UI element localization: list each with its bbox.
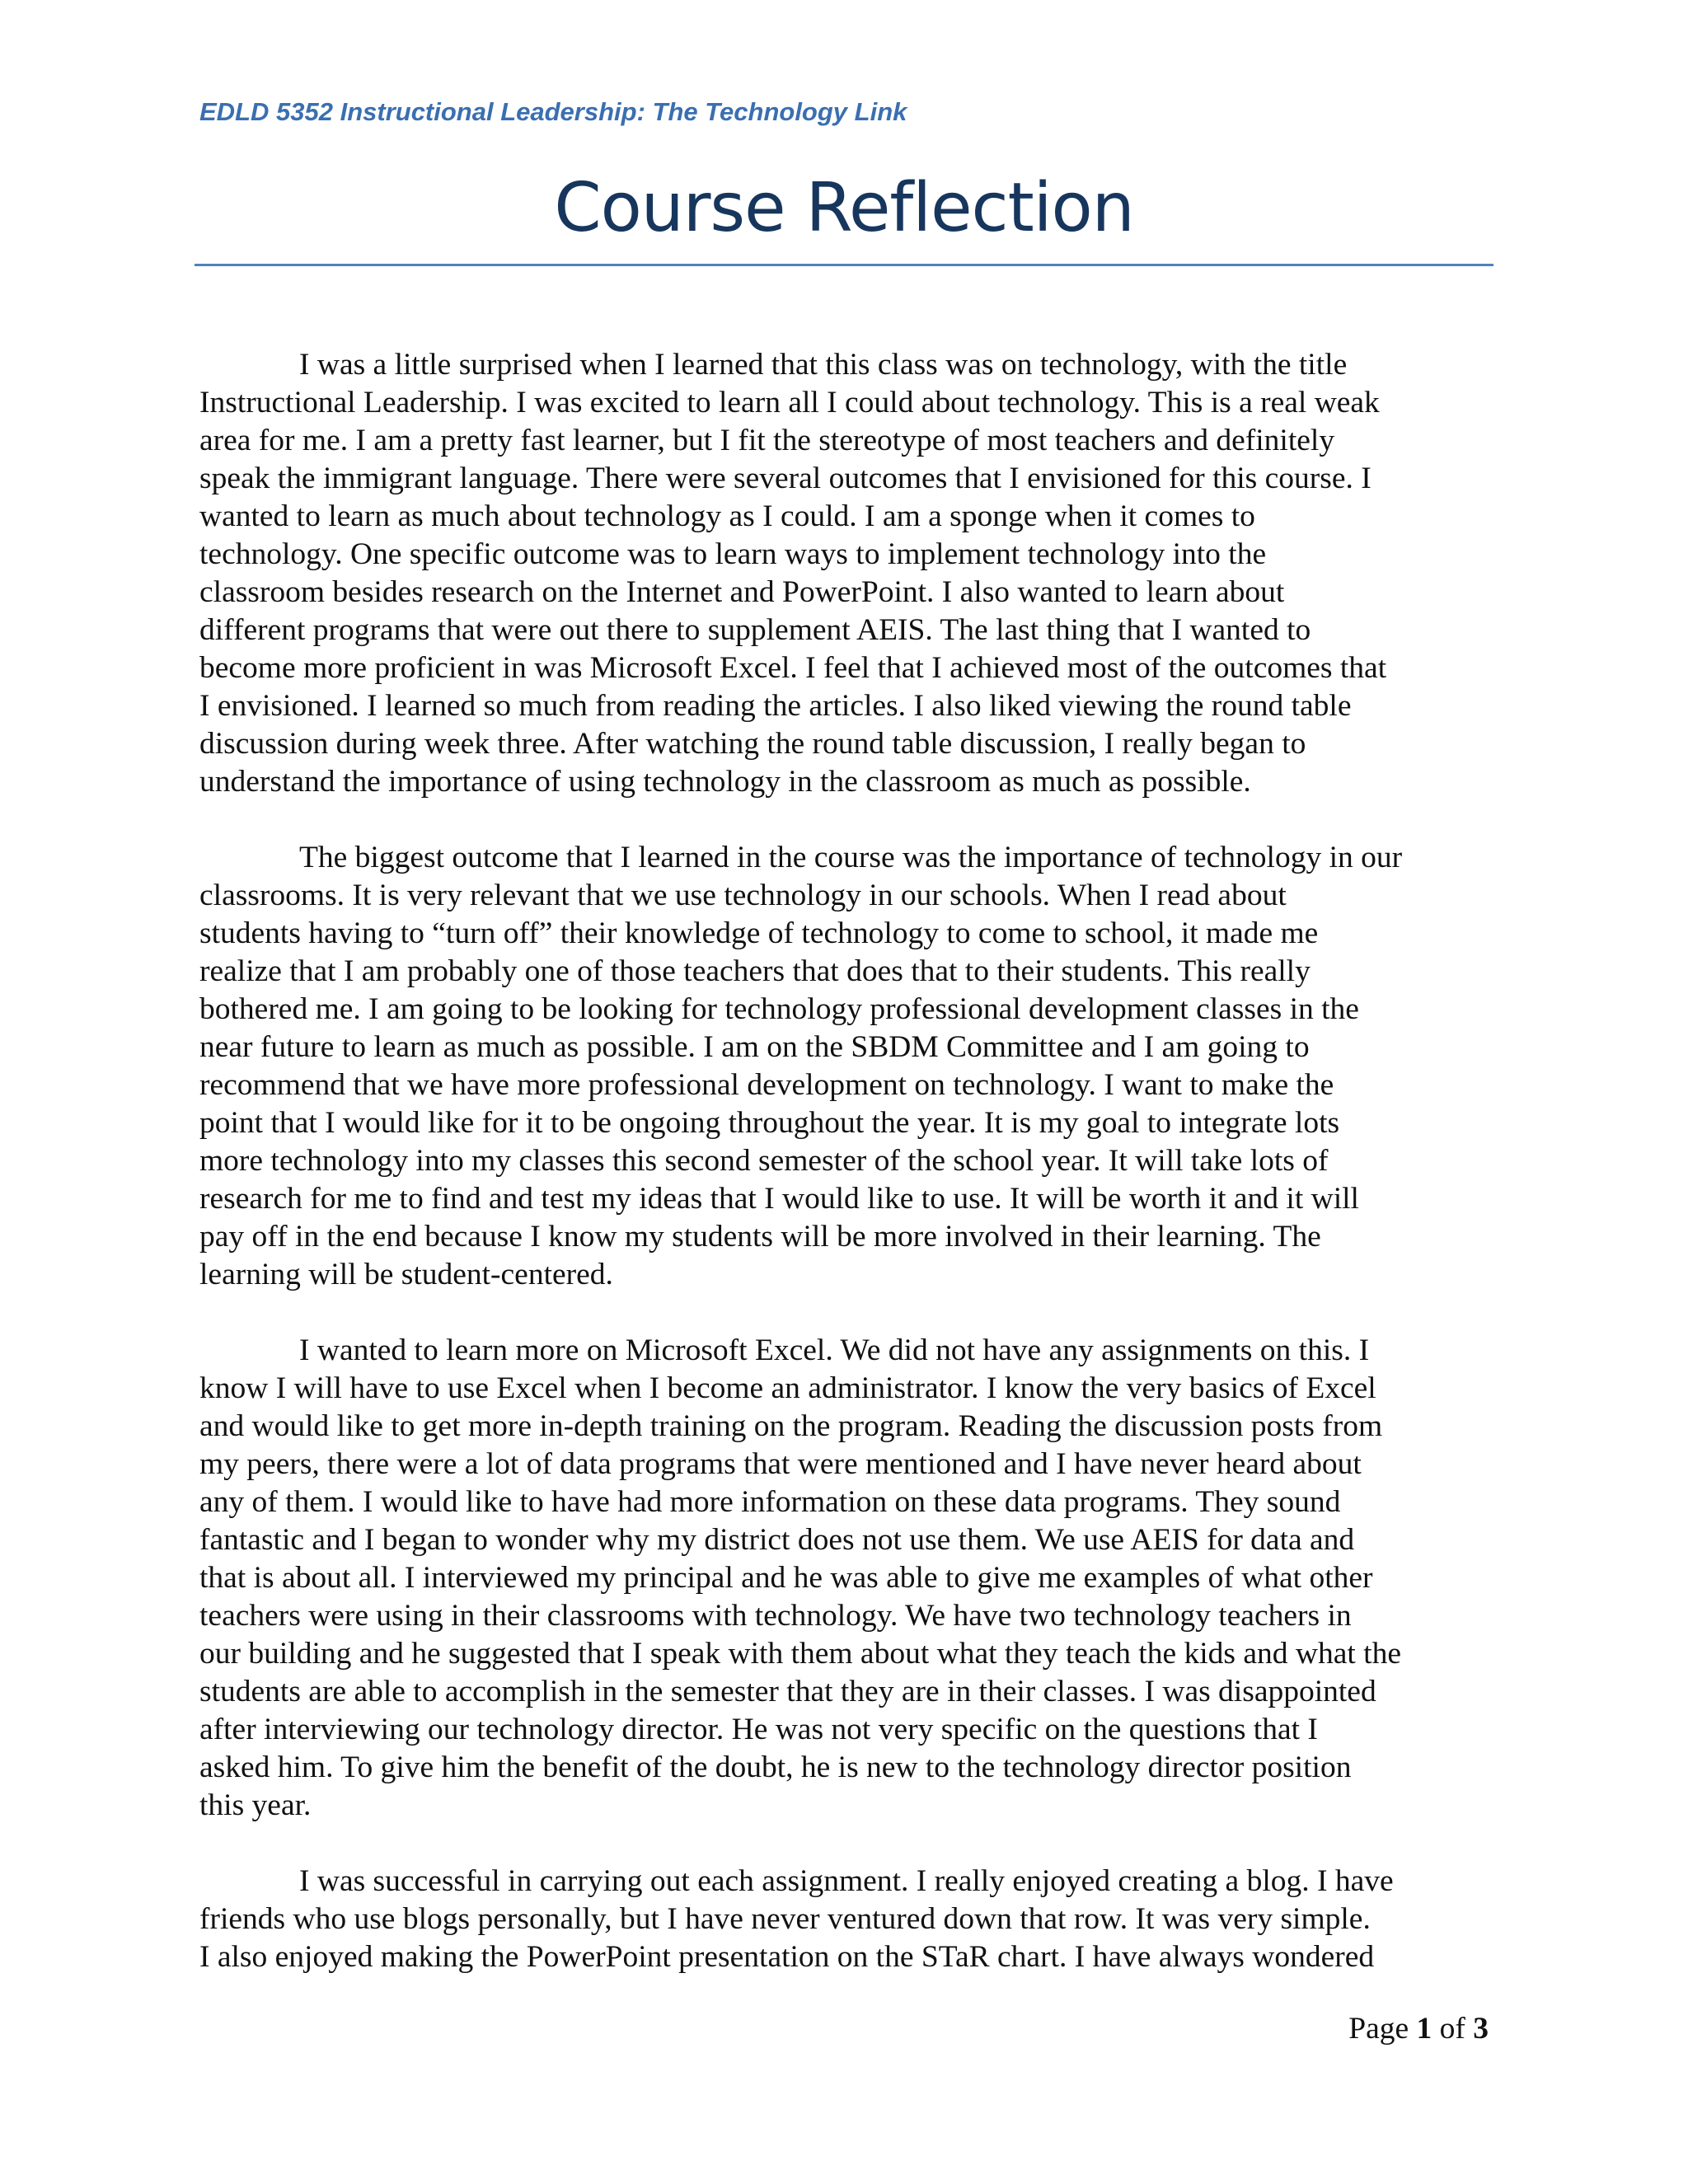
paragraph	[199, 1332, 1493, 1825]
paragraph	[199, 839, 1493, 1294]
text-line: bothered me. I am going to be looking for technology professional development classes in the	[199, 992, 1359, 1026]
text-line: different programs that were out there to supplement AEIS. The last thing that I wanted to	[199, 613, 1311, 647]
text-line: pay off in the end because I know my students will be more involved in their learning. The	[199, 1220, 1321, 1254]
text-line: friends who use blogs personally, but I have never ventured down that row. It was very simple.	[199, 1902, 1371, 1936]
text-line: I was successful in carrying out each assignment. I really enjoyed creating a blog. I have	[299, 1864, 1394, 1898]
document-body	[199, 346, 1493, 2014]
text-line: understand the importance of using technology in the classroom as much as possible.	[199, 765, 1251, 799]
text-line: asked him. To give him the benefit of the doubt, he is new to the technology director position	[199, 1750, 1352, 1784]
title-divider	[195, 264, 1493, 266]
paragraph	[199, 1863, 1493, 1976]
text-line: recommend that we have more professional development on technology. I want to make the	[199, 1068, 1334, 1102]
text-line: after interviewing our technology director. He was not very specific on the questions that I	[199, 1713, 1318, 1746]
text-line: any of them. I would like to have had more information on these data programs. They sound	[199, 1485, 1341, 1519]
of-label: of	[1439, 2012, 1465, 2046]
text-line: discussion during week three. After watching the round table discussion, I really began to	[199, 727, 1306, 761]
text-line: area for me. I am a pretty fast learner, but I fit the stereotype of most teachers and definitely	[199, 424, 1335, 457]
text-line: I also enjoyed making the PowerPoint presentation on the STaR chart. I have always wondered	[199, 1940, 1375, 1974]
text-line: I wanted to learn more on Microsoft Excel. We did not have any assignments on this. I	[299, 1333, 1370, 1367]
text-line: technology. One specific outcome was to learn ways to implement technology into the	[199, 537, 1267, 571]
text-line: speak the immigrant language. There were several outcomes that I envisioned for this course. I	[199, 462, 1372, 495]
text-line: classroom besides research on the Internet and PowerPoint. I also wanted to learn about	[199, 575, 1285, 609]
text-line: that is about all. I interviewed my principal and he was able to give me examples of what other	[199, 1561, 1373, 1595]
text-line: more technology into my classes this second semester of the school year. It will take lots of	[199, 1144, 1329, 1178]
page-title: Course Reflection	[554, 169, 1134, 247]
text-line: classrooms. It is very relevant that we use technology in our schools. When I read about	[199, 879, 1287, 912]
text-line: become more proficient in was Microsoft Excel. I feel that I achieved most of the outcomes that	[199, 651, 1387, 685]
text-line: wanted to learn as much about technology as I could. I am a sponge when it comes to	[199, 499, 1255, 533]
text-line: and would like to get more in-depth training on the program. Reading the discussion posts from	[199, 1409, 1383, 1443]
text-line: students having to “turn off” their knowledge of technology to come to school, it made me	[199, 916, 1319, 950]
text-line: teachers were using in their classrooms with technology. We have two technology teachers in	[199, 1599, 1352, 1633]
current-page: 1	[1416, 2012, 1432, 2046]
page-number	[1348, 2011, 1489, 2046]
text-line: I envisioned. I learned so much from reading the articles. I also liked viewing the round table	[199, 689, 1352, 723]
text-line: realize that I am probably one of those teachers that does that to their students. This really	[199, 954, 1311, 988]
text-line: fantastic and I began to wonder why my district does not use them. We use AEIS for data and	[199, 1523, 1355, 1557]
text-line: point that I would like for it to be ongoing throughout the year. It is my goal to integrate lots	[199, 1106, 1340, 1140]
course-header: EDLD 5352 Instructional Leadership: The Technology Link	[199, 97, 907, 126]
text-line: our building and he suggested that I speak with them about what they teach the kids and what the	[199, 1637, 1401, 1671]
text-line: research for me to find and test my ideas that I would like to use. It will be worth it and it will	[199, 1182, 1359, 1216]
text-line: students are able to accomplish in the semester that they are in their classes. I was disappointed	[199, 1675, 1376, 1708]
text-line: know I will have to use Excel when I become an administrator. I know the very basics of Excel	[199, 1371, 1376, 1405]
text-line: Instructional Leadership. I was excited to learn all I could about technology. This is a real weak	[199, 386, 1380, 419]
text-line: learning will be student-centered.	[199, 1258, 613, 1291]
paragraph	[199, 346, 1493, 801]
text-line: The biggest outcome that I learned in the course was the importance of technology in our	[299, 841, 1403, 874]
text-line: my peers, there were a lot of data programs that were mentioned and I have never heard about	[199, 1447, 1362, 1481]
text-line: near future to learn as much as possible. I am on the SBDM Committee and I am going to	[199, 1030, 1310, 1064]
page-label: Page	[1348, 2012, 1409, 2046]
text-line: I was a little surprised when I learned that this class was on technology, with the title	[299, 348, 1348, 382]
total-pages: 3	[1473, 2012, 1489, 2046]
text-line: this year.	[199, 1788, 312, 1822]
